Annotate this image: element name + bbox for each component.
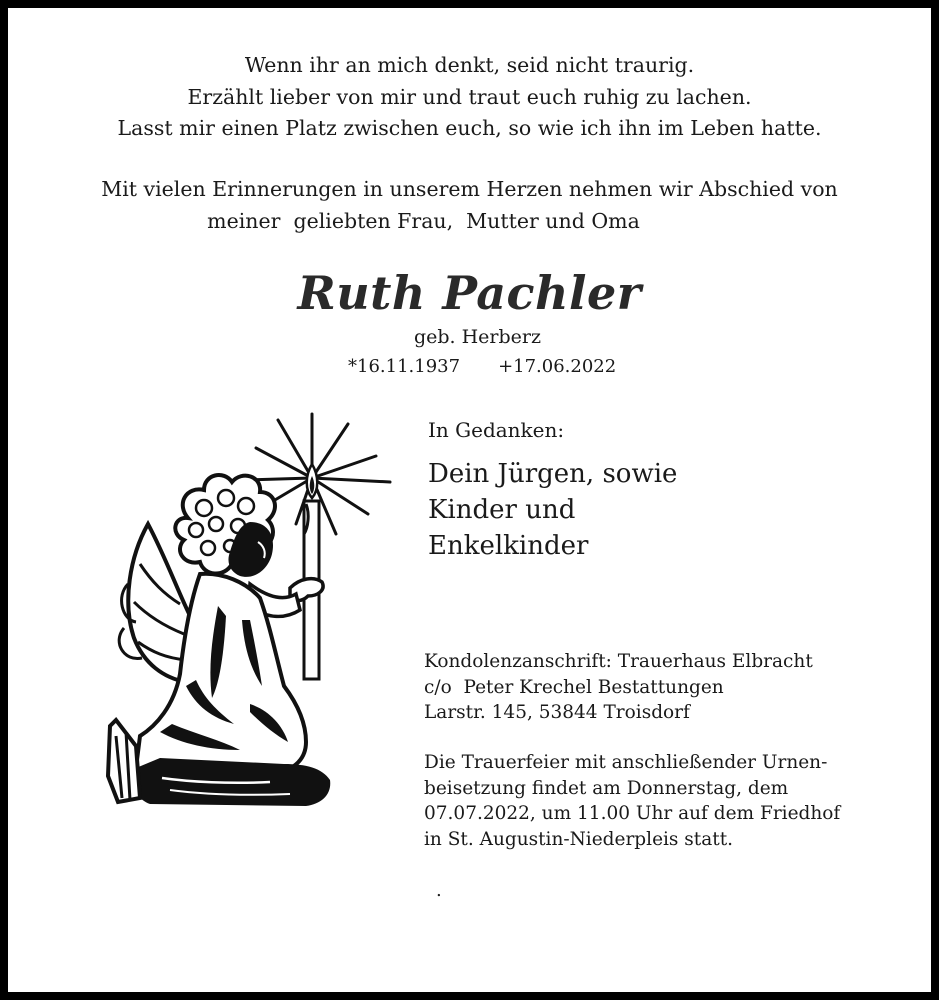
deceased-name: Ruth Pachler xyxy=(297,266,642,320)
mourners-line: Kinder und xyxy=(428,495,576,525)
ceremony-line: Die Trauerfeier mit anschließender Urnen- xyxy=(424,752,828,773)
farewell-intro xyxy=(8,174,931,237)
mourners-line: Dein Jürgen, sowie xyxy=(428,459,678,489)
mourners-label: In Gedanken: xyxy=(428,418,565,442)
birth-name: geb. Herberz xyxy=(413,326,542,348)
ceremony-line: in St. Augustin-Niederpleis statt. xyxy=(424,828,734,850)
poem xyxy=(8,50,931,145)
ceremony-line: beisetzung findet am Donnerstag, dem xyxy=(424,777,789,799)
ceremony-line: 07.07.2022, um 11.00 Uhr auf dem Friedhof xyxy=(424,803,841,824)
address-line: Kondolenzanschrift: Trauerhaus Elbracht xyxy=(424,651,813,672)
mourners-line: Enkelkinder xyxy=(428,531,589,561)
kneeling-angel-with-candle-icon xyxy=(100,406,400,816)
birth-date: *16.11.1937 xyxy=(348,356,461,377)
poem-line: Lasst mir einen Platz zwischen euch, so wie ich ihn im Leben hatte. xyxy=(117,116,822,140)
funeral-ceremony-info xyxy=(424,750,840,852)
poem-line: Erzählt lieber von mir und traut euch ruhig zu lachen. xyxy=(187,84,752,109)
address-line: c/o Peter Krechel Bestattungen xyxy=(424,676,724,698)
poem-line: Wenn ihr an mich denkt, seid nicht traurig. xyxy=(244,53,695,77)
intro-line: Mit vielen Erinnerungen in unserem Herzen nehmen wir Abschied von xyxy=(101,177,838,201)
intro-line: meiner geliebten Frau, Mutter und Oma xyxy=(207,208,640,233)
address-line: Larstr. 145, 53844 Troisdorf xyxy=(424,702,690,723)
life-dates xyxy=(348,356,616,377)
death-date: +17.06.2022 xyxy=(498,356,617,377)
footer-dot: . xyxy=(436,880,442,901)
mourners-signature xyxy=(428,456,677,564)
condolence-address xyxy=(424,649,813,726)
